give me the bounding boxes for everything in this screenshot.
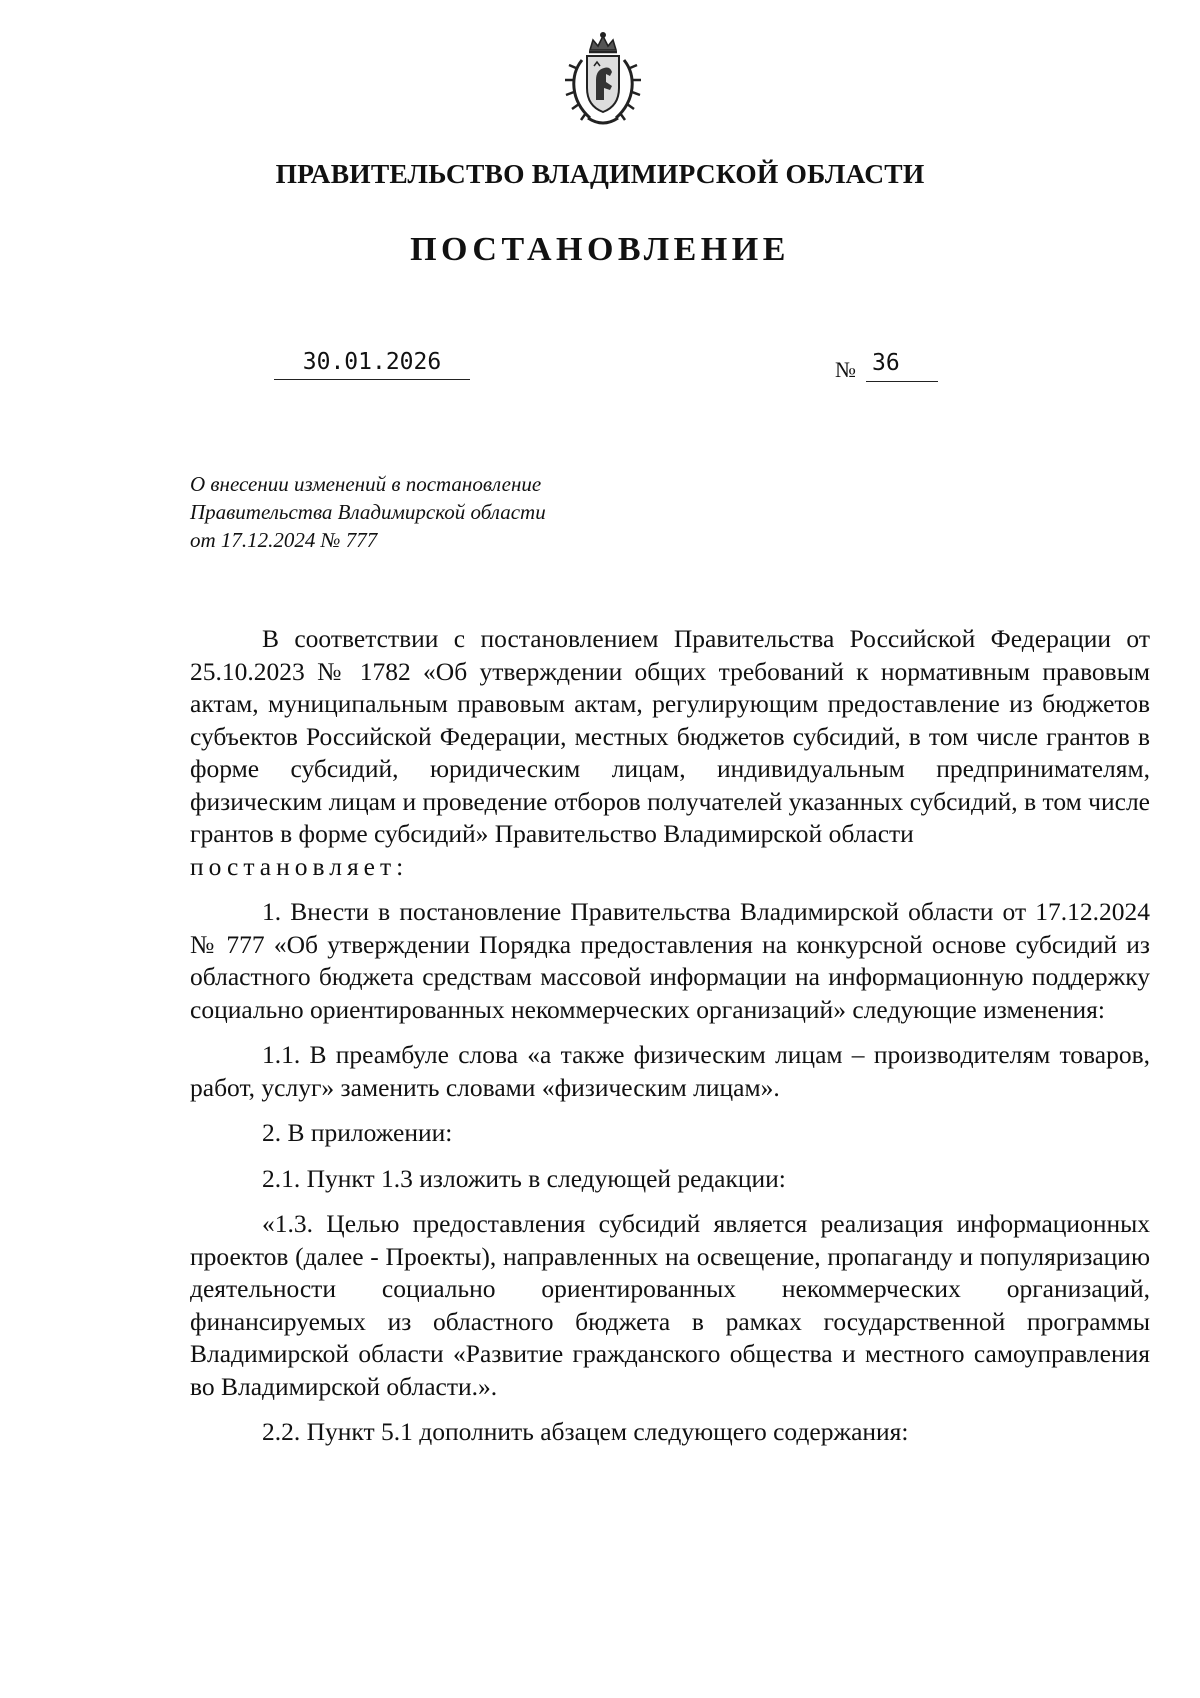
paragraph-1: 1. Внести в постановление Правительства Владимирской области от 17.12.2024 № 777 «Об утверждении Порядка предоставления на конкурсной основе субсидий из областного бюджета средствам массовой информации на информационную поддержку социально ориентированных некоммерческих организаций» следующие изменения: xyxy=(190,897,1150,1024)
paragraph-2-2: 2.2. Пункт 5.1 дополнить абзацем следующего содержания: xyxy=(262,1417,909,1446)
organization-title: ПРАВИТЕЛЬСТВО ВЛАДИМИРСКОЙ ОБЛАСТИ xyxy=(275,158,925,189)
document-subject xyxy=(190,470,710,554)
paragraph-2-1: 2.1. Пункт 1.3 изложить в следующей редакции: xyxy=(262,1163,786,1193)
paragraph-1-1: 1.1. В преамбуле слова «а также физическим лицам – производителям товаров, работ, услуг» заменить словами «физическим лицам». xyxy=(190,1040,1150,1102)
paragraph-2: 2. В приложении: xyxy=(262,1118,453,1147)
resolves-word: постановляет: xyxy=(190,851,409,881)
subject-line: Правительства Владимирской области xyxy=(190,500,546,524)
coat-of-arms-icon xyxy=(560,30,646,130)
preamble-paragraph xyxy=(190,623,1150,883)
document-body xyxy=(190,623,1150,1462)
paragraph-2-1-quote: «1.3. Целью предоставления субсидий является реализация информационных проектов (далее - Проекты), направленных на освещение, пропаганду и популяризацию деятельности социально ориентированных некоммерческих организаций, финансируемых из областного бюджета в рамках государственной программы Владимирской области «Развитие гражданского общества и местного самоуправления во Владимирской области.». xyxy=(190,1209,1150,1401)
document-type-title: ПОСТАНОВЛЕНИЕ xyxy=(410,231,790,268)
preamble-text: В соответствии с постановлением Правительства Российской Федерации от 25.10.2023 № 1782 «Об утверждении общих требований к нормативным правовым актам, муниципальным правовым актам, регулирующим предоставление из бюджетов субъектов Российской Федерации, местных бюджетов субсидий, в том числе грантов в форме субсидий, юридическим лицам, индивидуальным предпринимателям, физическим лицам и проведение отборов получателей указанных субсидий, в том числе грантов в форме субсидий» Правительство Владимирской области xyxy=(190,624,1150,848)
subject-line: О внесении изменений в постановление xyxy=(190,472,542,496)
number-sign: № xyxy=(835,357,856,382)
document-date: 30.01.2026 xyxy=(274,349,470,380)
subject-line: от 17.12.2024 № 777 xyxy=(190,528,378,552)
document-number: 36 xyxy=(866,350,938,382)
